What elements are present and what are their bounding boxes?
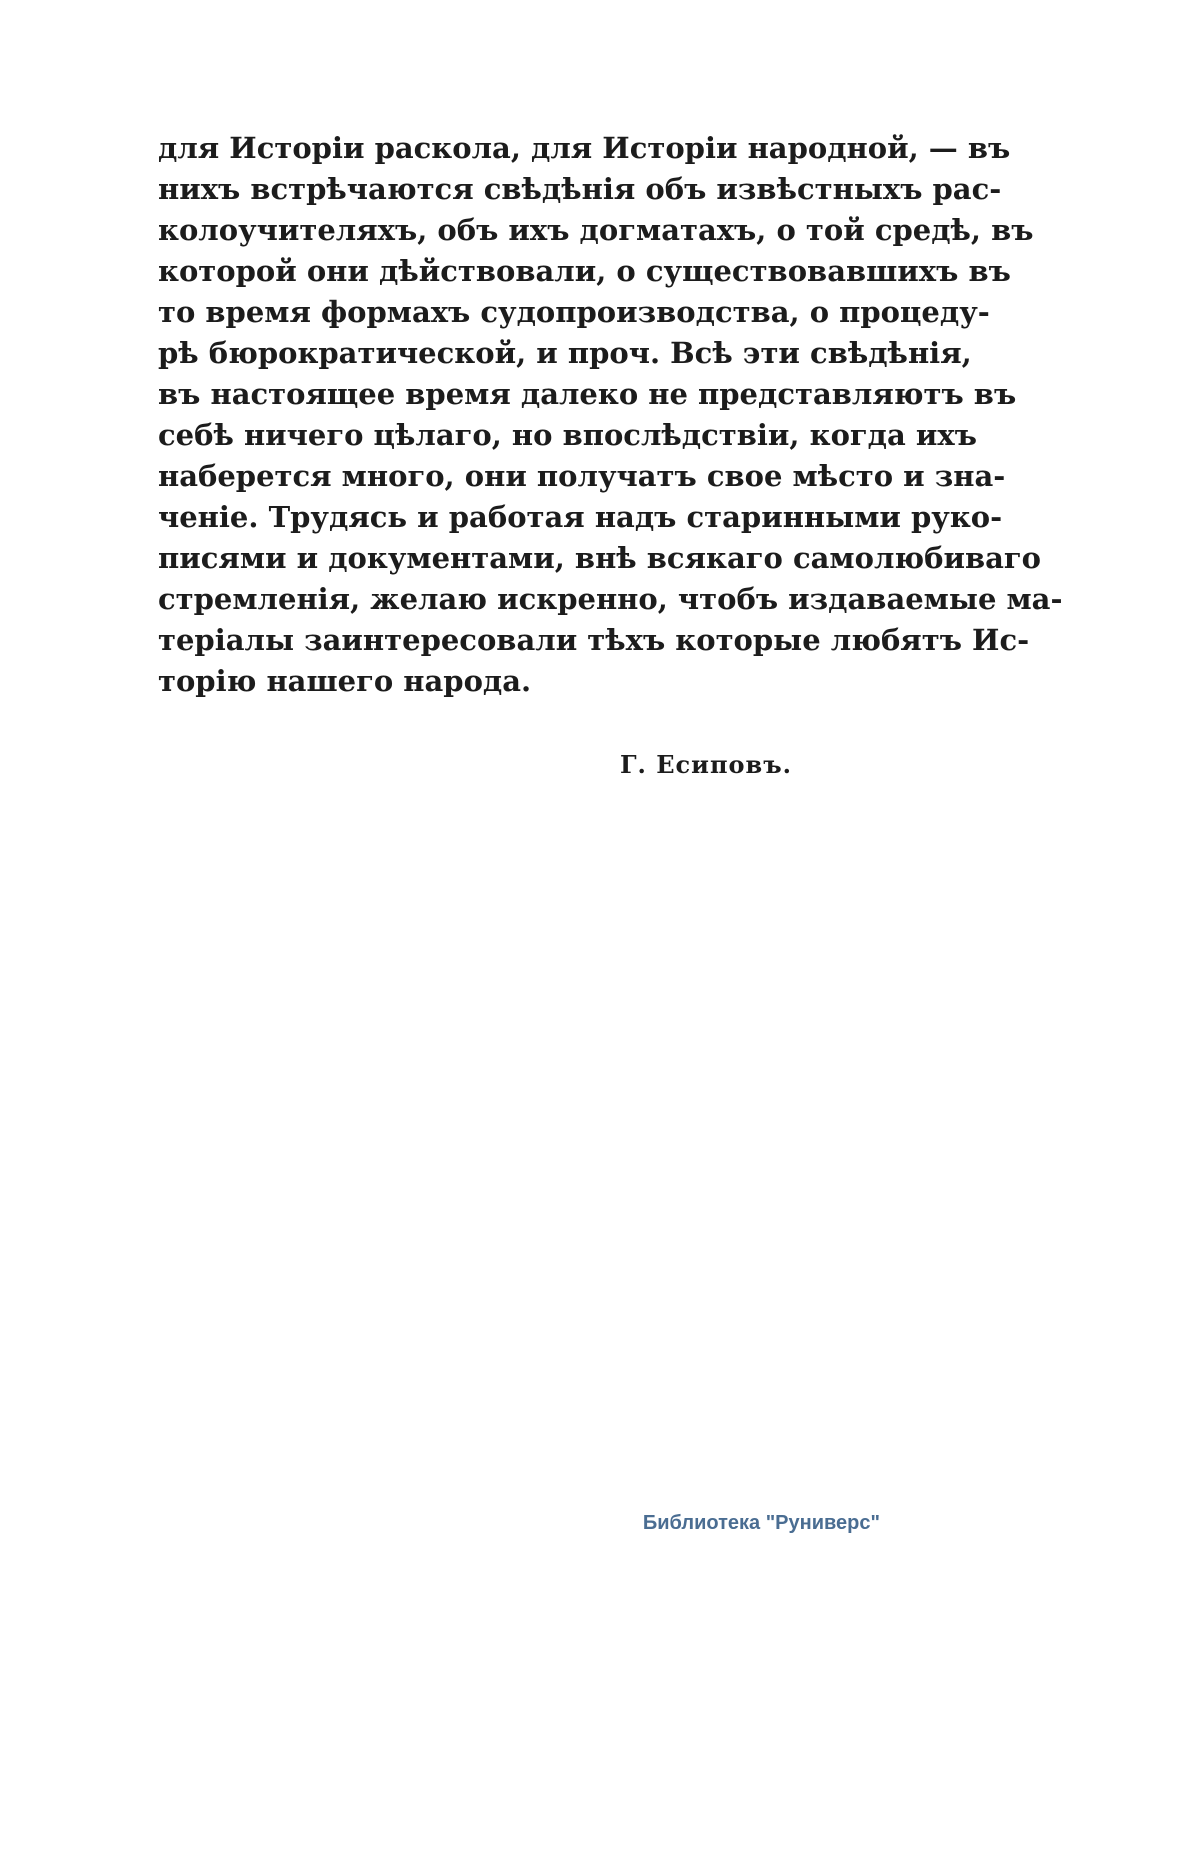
- text-line: нихъ встрѣчаются свѣдѣнія объ извѣстныхъ рас-: [158, 172, 1002, 206]
- text-line: колоучителяхъ, объ ихъ догматахъ, о той средѣ, въ: [158, 213, 1034, 247]
- text-line: которой они дѣйствовали, о существовавшихъ въ: [158, 254, 1011, 288]
- text-line: себѣ ничего цѣлаго, но впослѣдствіи, когда ихъ: [158, 418, 977, 452]
- text-line: рѣ бюрократической, и проч. Всѣ эти свѣдѣнія,: [158, 336, 972, 370]
- text-line: писями и документами, внѣ всякаго самолюбиваго: [158, 541, 1042, 575]
- body-text: [158, 128, 1063, 779]
- text-line: теріалы заинтересовали тѣхъ которые любятъ Ис-: [158, 623, 1030, 657]
- text-line: наберется много, они получатъ свое мѣсто и зна-: [158, 459, 1006, 493]
- text-line: стремленія, желаю искренно, чтобъ издаваемые ма-: [158, 582, 1063, 616]
- text-line: для Исторіи раскола, для Исторіи народной, — въ: [158, 131, 1011, 165]
- library-watermark: Библиотека "Руниверс": [642, 1512, 880, 1534]
- text-line: торію нашего народа.: [158, 664, 532, 698]
- author-signature: Г. Есиповъ.: [619, 750, 792, 779]
- text-line: въ настоящее время далеко не представляютъ въ: [158, 377, 1017, 411]
- text-line: ченіе. Трудясь и работая надъ старинными руко-: [158, 500, 1003, 534]
- text-line: то время формахъ судопроизводства, о процеду-: [158, 295, 990, 329]
